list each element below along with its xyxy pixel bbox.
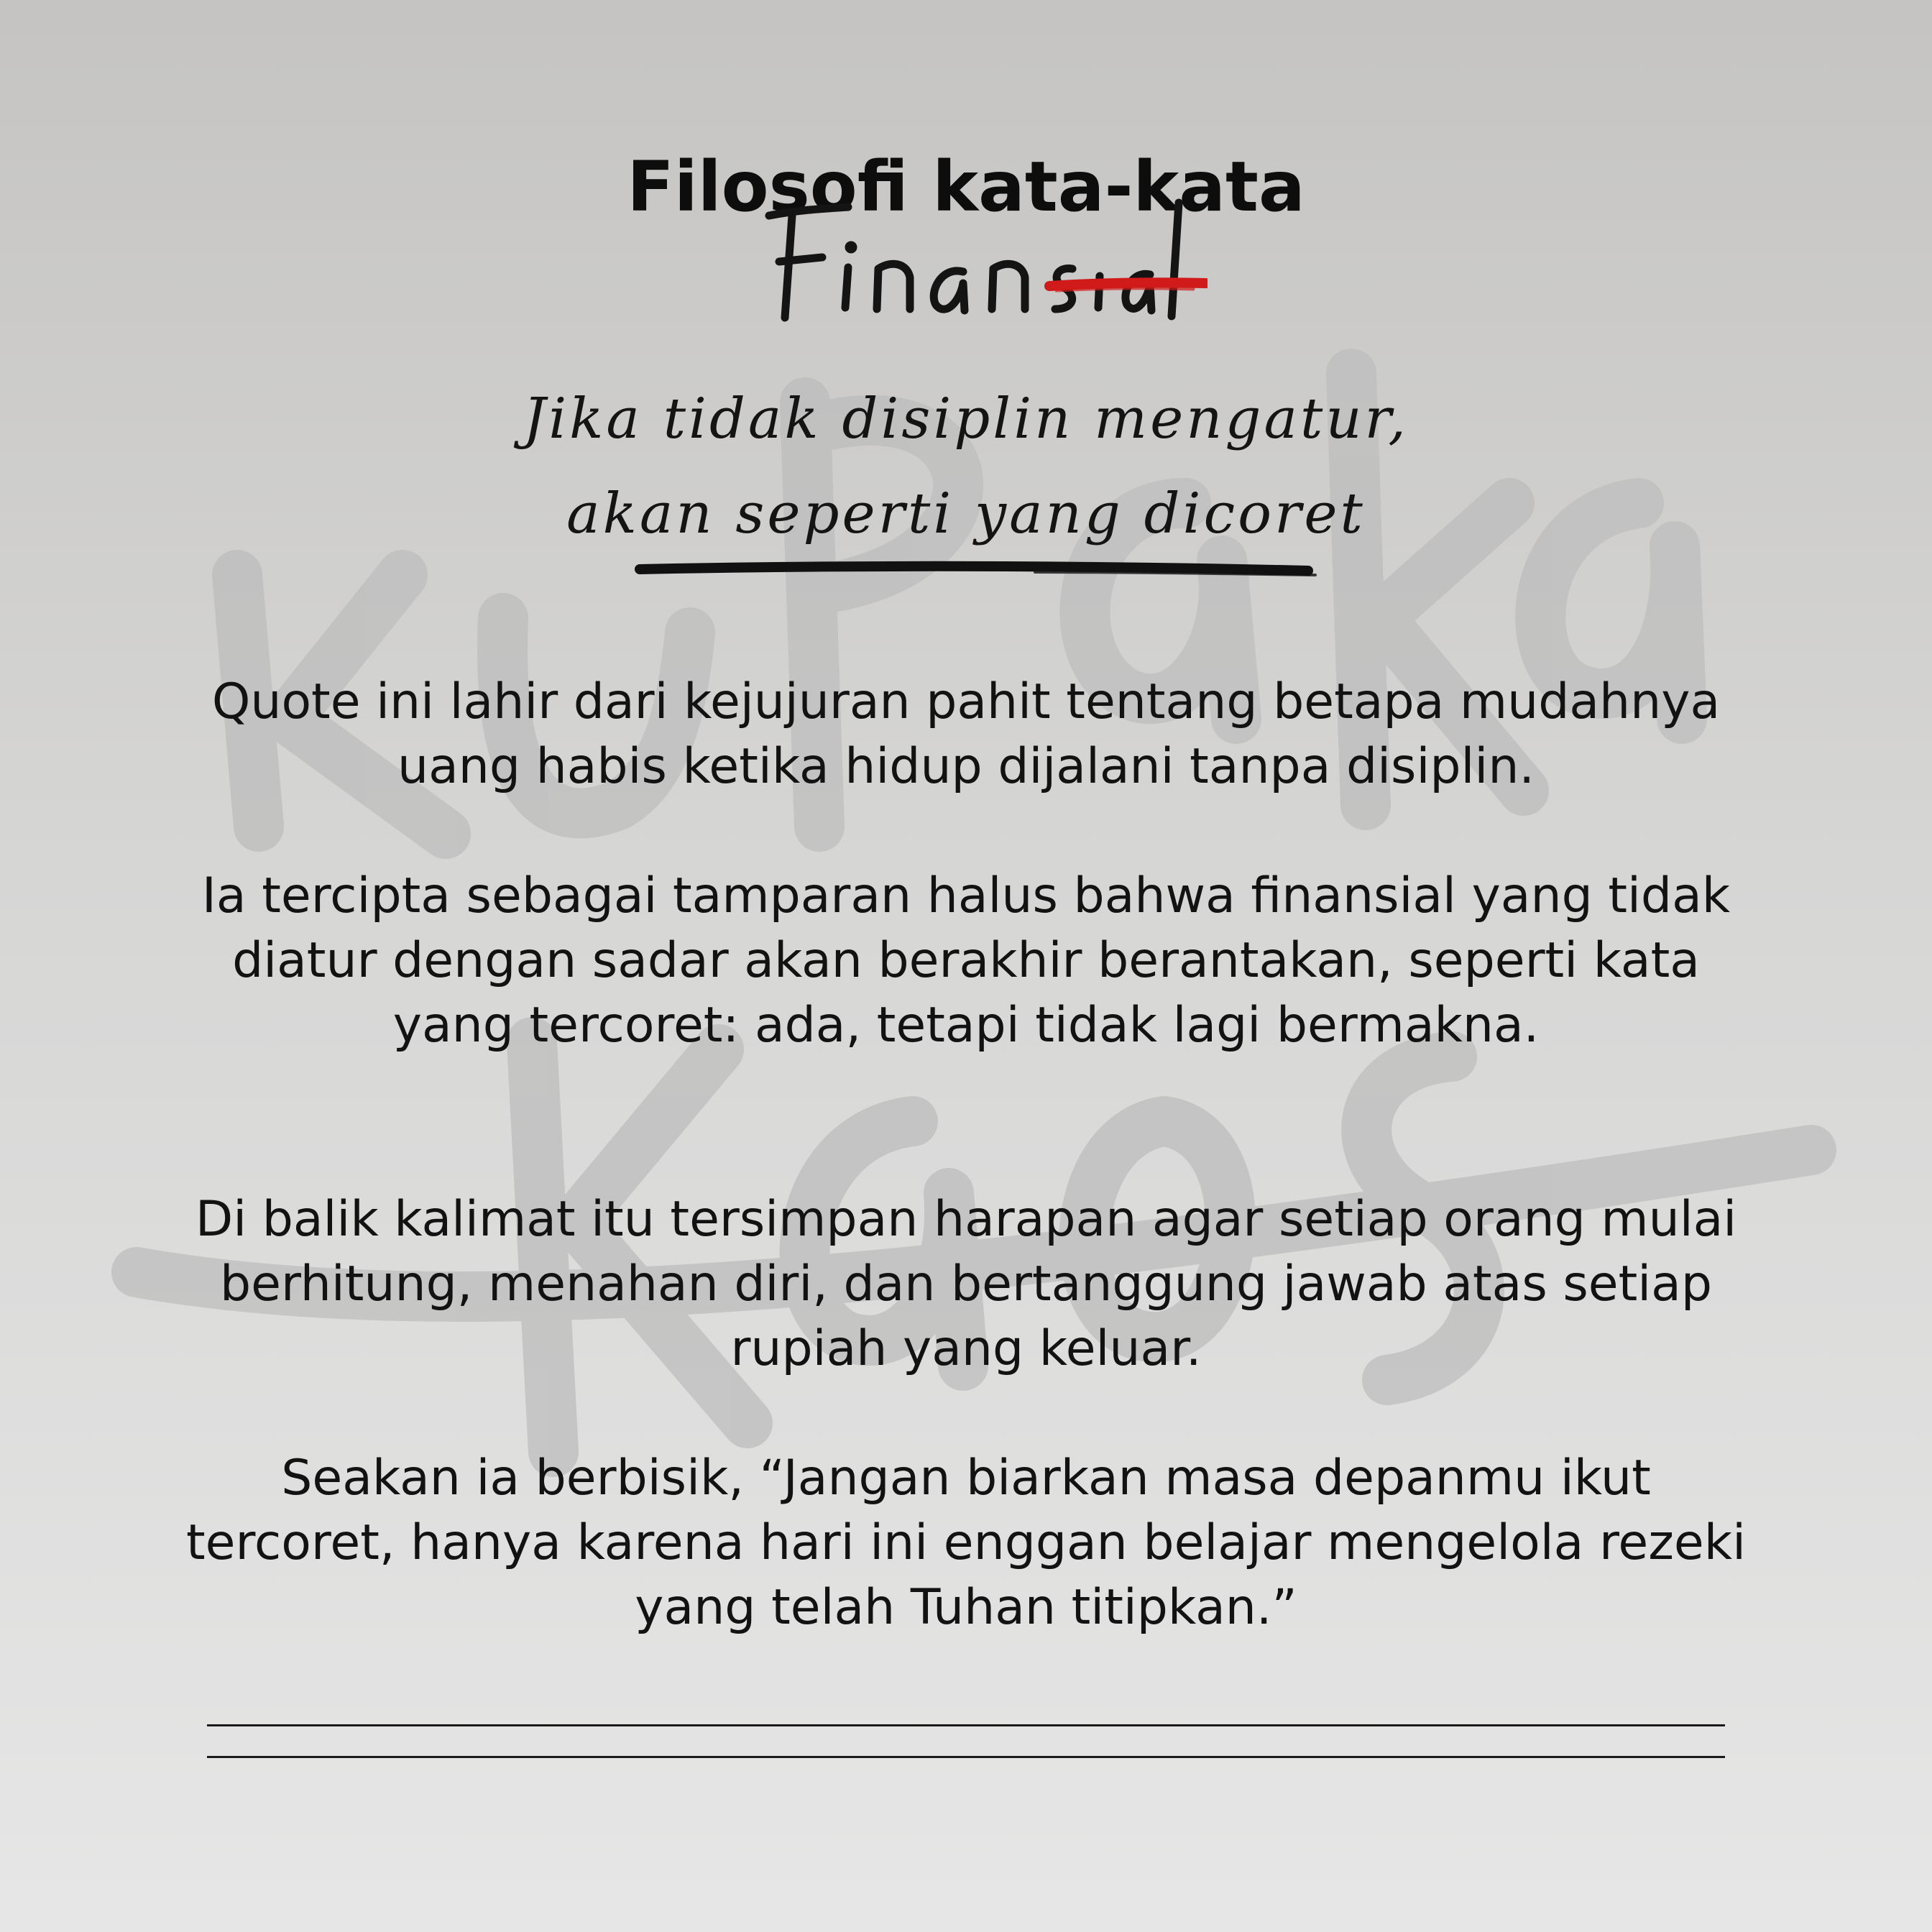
divider-line-bottom [207,1756,1725,1758]
page-title: Filosofi kata-kata [627,147,1305,228]
paragraph-3: Di balik kalimat itu tersimpan harapan agar setiap orang mulai berhitung, menahan diri, dan bertanggung jawab atas setiap rupiah yang keluar. [195,1191,1737,1377]
handwritten-line-2: akan seperti yang dicoret [566,482,1366,546]
divider-line-top [207,1724,1725,1726]
handwritten-line-1: Jika tidak disiplin mengatur, [523,387,1409,451]
paragraph-2: Ia tercipta sebagai tamparan halus bahwa finansial yang tidak diatur dengan sadar akan berakhir berantakan, seperti kata yang tercoret: ada, tetapi tidak lagi bermakna. [201,868,1731,1054]
paragraph-4: Seakan ia berbisik, “Jangan biarkan masa depanmu ikut tercoret, hanya karena hari ini enggan belajar mengelola rezeki yang telah Tuhan titipkan.” [185,1450,1747,1636]
handwritten-finansial-title [748,191,1208,342]
brush-underline [632,553,1322,582]
paragraph-1: Quote ini lahir dari kejujuran pahit tentang betapa mudahnya uang habis ketika hidup dijalani tanpa disiplin. [211,673,1721,795]
